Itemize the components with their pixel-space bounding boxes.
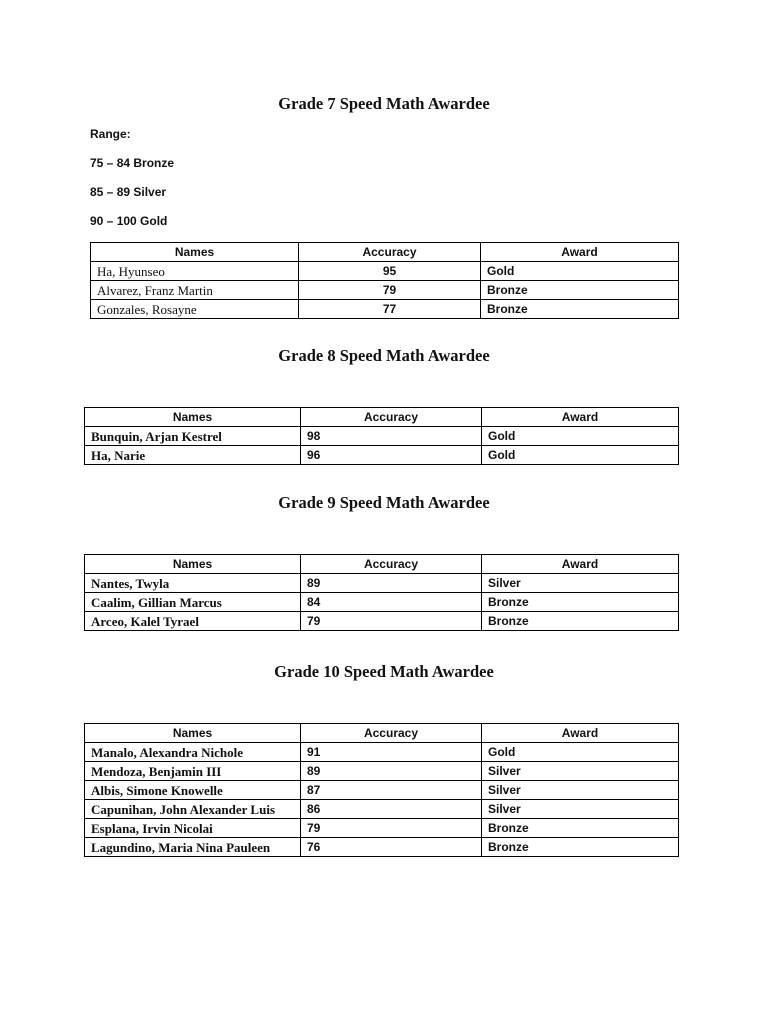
table-row [85,743,679,762]
accuracy-cell: 98 [301,427,482,446]
accuracy-cell: 87 [301,781,482,800]
award-cell: Silver [482,574,679,593]
accuracy-cell: 96 [301,446,482,465]
table-row [85,819,679,838]
accuracy-cell: 79 [301,612,482,631]
name-cell: Mendoza, Benjamin III [85,762,301,781]
range-bronze: 75 – 84 Bronze [90,156,175,170]
award-cell: Gold [482,743,679,762]
grade-7-table [90,242,679,319]
name-cell: Alvarez, Franz Martin [91,281,299,300]
table-header-row [85,724,679,743]
table-row [85,612,679,631]
column-header-accuracy: Accuracy [299,243,481,262]
table-row [85,838,679,857]
name-cell: Albis, Simone Knowelle [85,781,301,800]
grade-9-table [84,554,679,631]
column-header-accuracy: Accuracy [301,724,482,743]
table-row [85,427,679,446]
accuracy-cell: 79 [299,281,481,300]
grade-8-title: Grade 8 Speed Math Awardee [278,346,490,365]
name-cell: Ha, Hyunseo [91,262,299,281]
table-row [85,762,679,781]
award-cell: Gold [482,446,679,465]
column-header-names: Names [85,724,301,743]
column-header-accuracy: Accuracy [301,555,482,574]
column-header-names: Names [85,408,301,427]
name-cell: Arceo, Kalel Tyrael [85,612,301,631]
accuracy-cell: 84 [301,593,482,612]
grade-7-title: Grade 7 Speed Math Awardee [278,94,490,113]
table-row [91,300,679,319]
column-header-award: Award [482,724,679,743]
grade-10-table [84,723,679,857]
award-cell: Bronze [482,838,679,857]
table-header-row [91,243,679,262]
award-cell: Gold [482,427,679,446]
award-cell: Silver [482,800,679,819]
award-cell: Bronze [482,612,679,631]
table-row [85,574,679,593]
column-header-names: Names [91,243,299,262]
table-row [85,593,679,612]
name-cell: Caalim, Gillian Marcus [85,593,301,612]
accuracy-cell: 86 [301,800,482,819]
column-header-award: Award [481,243,679,262]
accuracy-cell: 77 [299,300,481,319]
table-row [91,281,679,300]
accuracy-cell: 89 [301,762,482,781]
table-row [91,262,679,281]
name-cell: Manalo, Alexandra Nichole [85,743,301,762]
award-cell: Silver [482,781,679,800]
award-cell: Bronze [482,593,679,612]
grade-8-table [84,407,679,465]
column-header-accuracy: Accuracy [301,408,482,427]
range-label: Range: [90,127,131,141]
name-cell: Nantes, Twyla [85,574,301,593]
name-cell: Bunquin, Arjan Kestrel [85,427,301,446]
name-cell: Gonzales, Rosayne [91,300,299,319]
name-cell: Esplana, Irvin Nicolai [85,819,301,838]
award-cell: Gold [481,262,679,281]
accuracy-cell: 95 [299,262,481,281]
table-row [85,446,679,465]
grade-10-title: Grade 10 Speed Math Awardee [274,662,494,681]
table-header-row [85,408,679,427]
award-cell: Bronze [481,300,679,319]
range-silver: 85 – 89 Silver [90,185,167,199]
name-cell: Ha, Narie [85,446,301,465]
award-cell: Bronze [482,819,679,838]
column-header-names: Names [85,555,301,574]
accuracy-cell: 89 [301,574,482,593]
table-row [85,800,679,819]
award-cell: Bronze [481,281,679,300]
table-row [85,781,679,800]
column-header-award: Award [482,555,679,574]
award-cell: Silver [482,762,679,781]
name-cell: Lagundino, Maria Nina Pauleen [85,838,301,857]
name-cell: Capunihan, John Alexander Luis [85,800,301,819]
column-header-award: Award [482,408,679,427]
grade-9-title: Grade 9 Speed Math Awardee [278,493,490,512]
range-gold: 90 – 100 Gold [90,214,168,228]
accuracy-cell: 76 [301,838,482,857]
accuracy-cell: 79 [301,819,482,838]
table-header-row [85,555,679,574]
accuracy-cell: 91 [301,743,482,762]
